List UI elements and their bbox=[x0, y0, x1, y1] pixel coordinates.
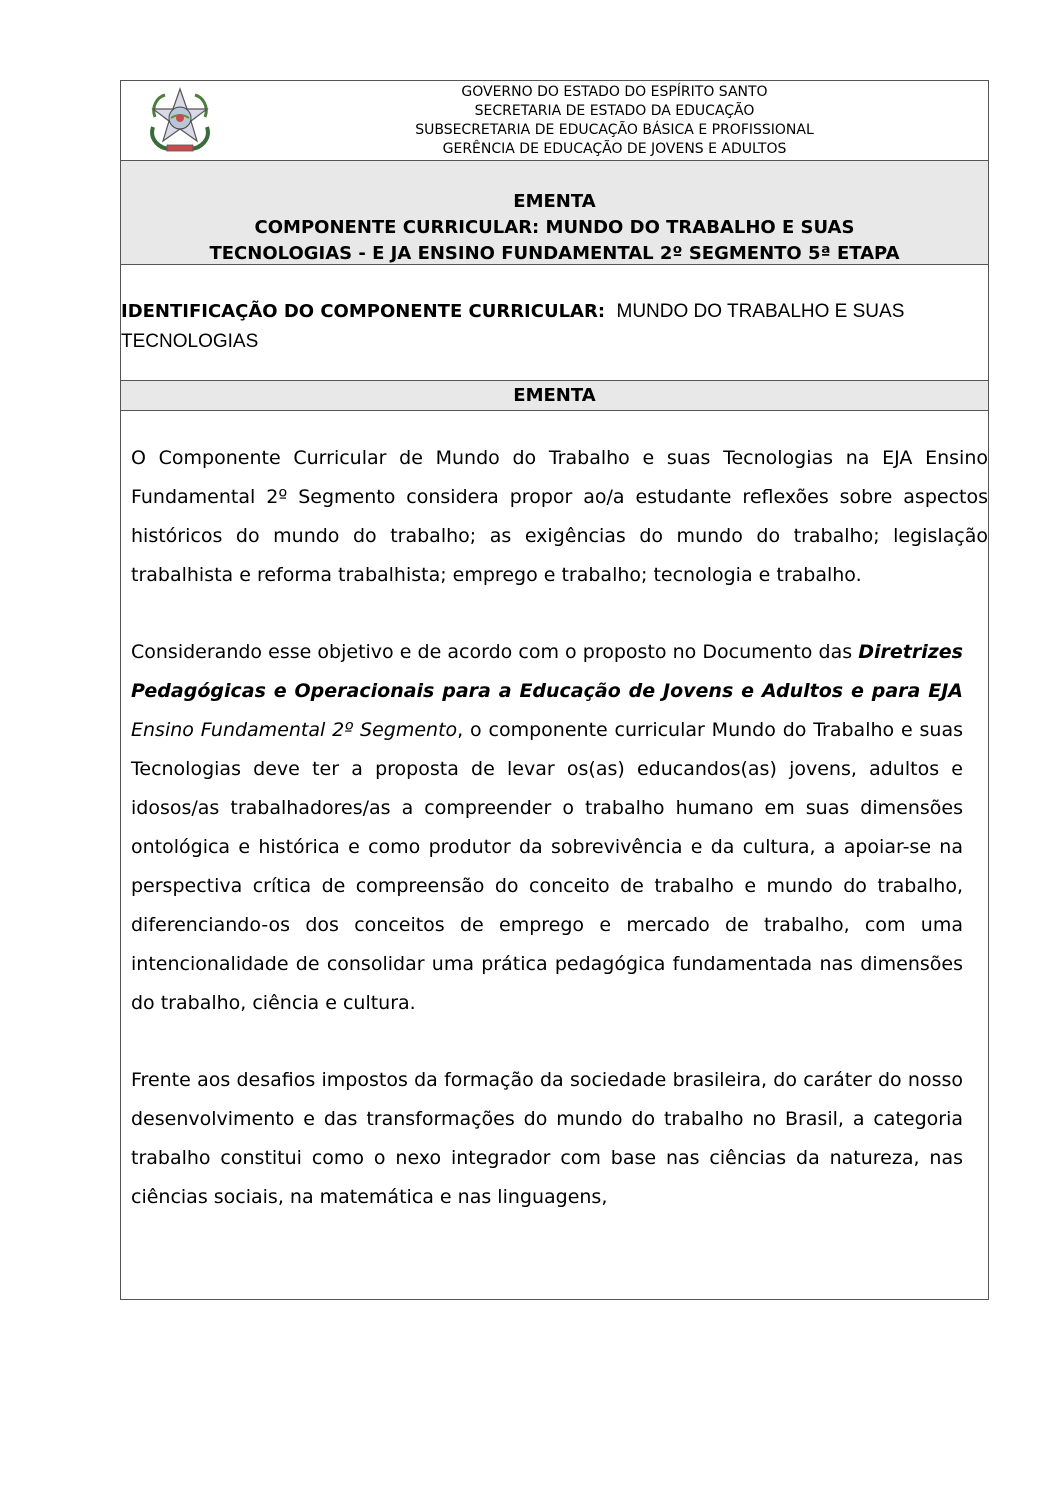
header-line-secretariat: SECRETARIA DE ESTADO DA EDUCAÇÃO bbox=[474, 103, 755, 119]
identification-value: MUNDO DO TRABALHO E SUAS TECNOLOGIAS bbox=[121, 301, 905, 352]
identification-section bbox=[121, 265, 988, 381]
paragraph-2-segment: Ensino Fundamental 2º Segmento bbox=[131, 719, 458, 741]
paragraph-2-rest: , o componente curricular Mundo do Trabalho e suas Tecnologias deve ter a proposta de levar os(as) educandos(as) jovens, adultos e idosos/as trabalhadores/as a compreender o trabalho humano em suas dimensões ontológica e histórica e como produtor da sobrevivência e da cultura, a apoiar-se na perspectiva crítica de compreensão do conceito de trabalho e mundo do trabalho, diferenciando-os dos conceitos de emprego e mercado de trabalho, com uma intencionalidade de consolidar uma prática pedagógica fundamentada nas dimensões do trabalho, ciência e cultura. bbox=[131, 719, 964, 1014]
title-box bbox=[121, 161, 988, 265]
header-line-government: GOVERNO DO ESTADO DO ESPÍRITO SANTO bbox=[461, 84, 768, 100]
paragraph-3: Frente aos desafios impostos da formação da sociedade brasileira, do caráter do nosso desenvolvimento e das transformações do mundo do trabalho no Brasil, a categoria trabalho constitui como o nexo integrador com base nas ciências da natureza, nas ciências sociais, na matemática e nas linguagens, bbox=[131, 1069, 963, 1208]
ementa-body bbox=[121, 411, 988, 1217]
paragraph-1: O Componente Curricular de Mundo do Trabalho e suas Tecnologias na EJA Ensino Fundamental 2º Segmento considera propor ao/a estudante reflexões sobre aspectos históricos do mundo do trabalho; as exigências do mundo do trabalho; legislação trabalhista e reforma trabalhista; emprego e trabalho; tecnologia e trabalho. bbox=[131, 447, 988, 586]
document-frame bbox=[120, 80, 989, 1300]
title-component-line2: TECNOLOGIAS - E JA ENSINO FUNDAMENTAL 2º SEGMENTO 5ª ETAPA bbox=[209, 243, 900, 264]
coat-of-arms-seal-icon bbox=[145, 87, 215, 155]
document-header bbox=[121, 81, 988, 161]
header-line-subsecretariat: SUBSECRETARIA DE EDUCAÇÃO BÁSICA E PROFISSIONAL bbox=[415, 122, 814, 138]
paragraph-2-intro: Considerando esse objetivo e de acordo com o proposto no Documento das bbox=[131, 641, 859, 663]
paragraph-2-document-title: Diretrizes Pedagógicas e Operacionais para a Educação de Jovens e Adultos e para EJA bbox=[131, 641, 963, 702]
identification-label: IDENTIFICAÇÃO DO COMPONENTE CURRICULAR: bbox=[121, 301, 606, 322]
ementa-heading: EMENTA bbox=[121, 381, 988, 411]
title-component-line1: COMPONENTE CURRICULAR: MUNDO DO TRABALHO E SUAS bbox=[254, 217, 855, 238]
title-ementa: EMENTA bbox=[513, 191, 596, 212]
header-line-management: GERÊNCIA DE EDUCAÇÃO DE JOVENS E ADULTOS bbox=[442, 141, 787, 157]
paragraph-2 bbox=[131, 633, 988, 1023]
government-header-text bbox=[241, 83, 988, 159]
